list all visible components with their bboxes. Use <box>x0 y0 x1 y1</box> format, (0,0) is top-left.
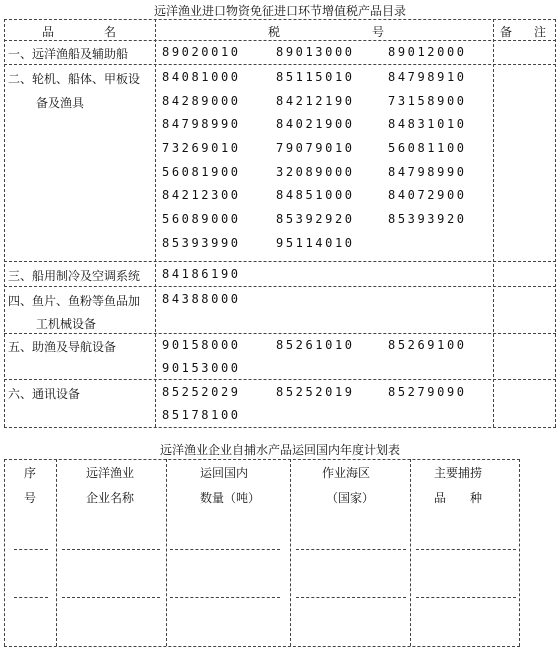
header-tax-char1: 税 <box>268 25 281 39</box>
t2-col-header-line2: 号 <box>24 491 37 505</box>
t2-bottom-border <box>4 646 520 647</box>
tariff-code: 56089000 <box>162 212 241 226</box>
t1-row-divider <box>4 64 556 65</box>
t1-col-divider <box>155 19 156 427</box>
tariff-code: 89013000 <box>276 45 355 59</box>
tariff-code: 85252029 <box>162 385 241 399</box>
t1-bottom-border <box>4 427 556 428</box>
tariff-code: 89020010 <box>162 45 241 59</box>
t2-row-marker <box>296 549 406 550</box>
t2-row-marker <box>14 597 48 598</box>
header-product-char2: 名 <box>104 25 117 39</box>
tariff-code: 84851000 <box>276 188 355 202</box>
t2-row-marker <box>14 549 48 550</box>
product-category-name: 五、助渔及导航设备 <box>8 340 117 354</box>
product-category-name: 四、鱼片、鱼粉等鱼品加 <box>8 294 141 308</box>
t2-col-header: 远洋渔业 <box>86 466 135 480</box>
product-category-name: 六、通讯设备 <box>8 387 81 401</box>
t2-col-divider <box>166 459 167 646</box>
t2-row-marker <box>62 549 160 550</box>
t2-col-header-line2: 企业名称 <box>86 491 135 505</box>
header-product-char1: 品 <box>42 25 55 39</box>
tariff-code: 85392920 <box>276 212 355 226</box>
tariff-code: 85261010 <box>276 338 355 352</box>
t2-col-header: 作业海区 <box>322 466 371 480</box>
tariff-code: 84798910 <box>388 70 467 84</box>
t1-top-border <box>4 19 556 20</box>
tariff-code: 90158000 <box>162 338 241 352</box>
t2-col-header: 主要捕捞 <box>434 466 483 480</box>
t2-row-marker <box>170 549 280 550</box>
tariff-code: 85279090 <box>388 385 467 399</box>
tariff-code: 84798990 <box>162 117 241 131</box>
t2-col-divider <box>410 459 411 646</box>
product-category-name: 一、远洋渔船及辅助船 <box>8 47 129 61</box>
table2-title: 远洋渔业企业自捕水产品运回国内年度计划表 <box>159 443 400 457</box>
t1-row-divider <box>4 333 556 334</box>
tariff-code: 32089000 <box>276 165 355 179</box>
t2-row-marker <box>416 597 516 598</box>
tariff-code: 85115010 <box>276 70 355 84</box>
t2-row-marker <box>296 597 406 598</box>
tariff-code: 84388000 <box>162 292 241 306</box>
tariff-code: 84212190 <box>276 94 355 108</box>
t1-left-border <box>4 19 5 427</box>
t1-row-divider <box>4 379 556 380</box>
t2-row-marker <box>62 597 160 598</box>
tariff-code: 85178100 <box>162 408 241 422</box>
t2-right-border <box>519 459 520 646</box>
tariff-code: 79079010 <box>276 141 355 155</box>
tariff-code: 84021900 <box>276 117 355 131</box>
t2-row-marker <box>170 597 280 598</box>
t2-col-header-line2: 品 种 <box>434 491 483 505</box>
tariff-code: 84289000 <box>162 94 241 108</box>
product-category-name: 二、轮机、船体、甲板设 <box>8 72 141 86</box>
t1-row-divider <box>4 286 556 287</box>
tariff-code: 85252019 <box>276 385 355 399</box>
t2-col-divider <box>290 459 291 646</box>
t2-col-divider <box>56 459 57 646</box>
tariff-code: 85393920 <box>388 212 467 226</box>
tariff-code: 73269010 <box>162 141 241 155</box>
tariff-code: 73158900 <box>388 94 467 108</box>
t2-col-header: 运回国内 <box>200 466 249 480</box>
product-category-name-cont: 备及渔具 <box>36 96 85 110</box>
tariff-code: 56081100 <box>388 141 467 155</box>
tariff-code: 89012000 <box>388 45 467 59</box>
header-note-char2: 注 <box>534 25 547 39</box>
t1-row-divider <box>4 261 556 262</box>
t2-col-header-line2: （国家） <box>326 491 375 505</box>
tariff-code: 84798990 <box>388 165 467 179</box>
t2-top-border <box>4 459 520 460</box>
tariff-code: 90153000 <box>162 361 241 375</box>
tariff-code: 84212300 <box>162 188 241 202</box>
tariff-code: 84831010 <box>388 117 467 131</box>
tariff-code: 84072900 <box>388 188 467 202</box>
tariff-code: 84081000 <box>162 70 241 84</box>
t2-col-header: 序 <box>24 466 37 480</box>
tariff-code: 85393990 <box>162 236 241 250</box>
t2-left-border <box>4 459 5 646</box>
header-note-char1: 备 <box>500 25 513 39</box>
t1-col-divider <box>493 19 494 427</box>
tariff-code: 56081900 <box>162 165 241 179</box>
t1-right-border <box>555 19 556 427</box>
t1-header-divider <box>4 40 556 41</box>
tariff-code: 85269100 <box>388 338 467 352</box>
product-category-name: 三、船用制冷及空调系统 <box>8 269 141 283</box>
table1-title: 远洋渔业进口物资免征进口环节增值税产品目录 <box>153 4 406 18</box>
header-tax-char2: 号 <box>372 25 385 39</box>
t2-col-header-line2: 数量（吨） <box>200 491 261 505</box>
tariff-code: 84186190 <box>162 267 241 281</box>
t2-row-marker <box>416 549 516 550</box>
product-category-name-cont: 工机械设备 <box>36 317 97 331</box>
tariff-code: 95114010 <box>276 236 355 250</box>
